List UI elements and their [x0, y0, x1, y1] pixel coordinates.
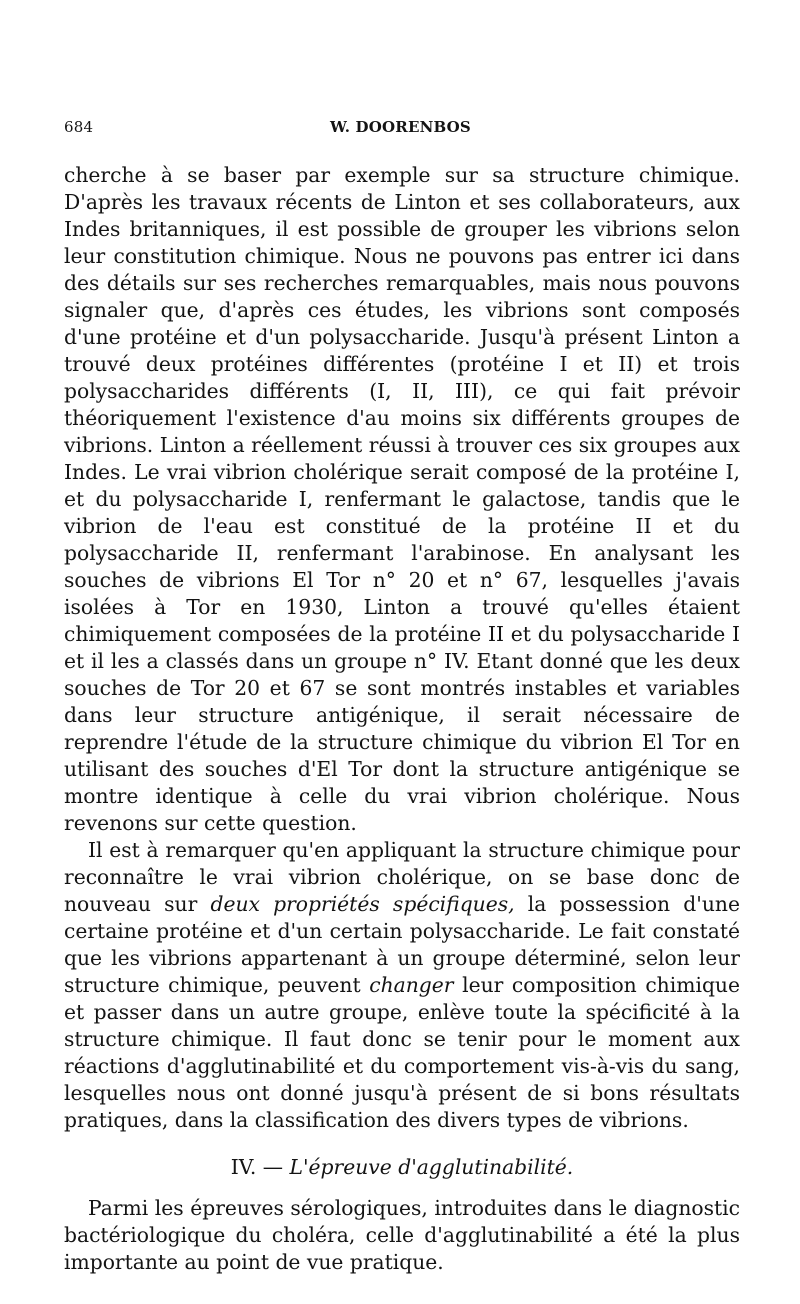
- paragraph-2-part-2: la possession d'une certaine protéine et d'un certain polysaccharide. Le fait constaté que les vibrions appartenant à un groupe déterminé, selon leur structure chimique, peuvent: [64, 892, 740, 997]
- paragraph-2: [64, 837, 740, 1134]
- paragraph-2-italic-1: deux propriétés spécifiques,: [210, 892, 515, 916]
- paragraph-2-part-1: Il est à remarquer qu'en appliquant la structure chimique pour reconnaître le vrai vibrion cholérique, on se base donc de nouveau sur: [64, 838, 740, 916]
- page-header: [64, 118, 740, 148]
- paragraph-2-part-3: leur composition chimique et passer dans un autre groupe, enlève toute la spécificité à la structure chimique. Il faut donc se tenir pour le moment aux réactions d'agglutinabilité et du comportement vis-à-vis du sang, lesquelles nous ont donné jusqu'à présent de si bons résultats pratiques, dans la classification des divers types de vibrions.: [64, 973, 740, 1132]
- section-heading: [64, 1154, 740, 1181]
- page: [64, 118, 740, 1276]
- running-head: W. DOORENBOS: [330, 118, 471, 136]
- section-number: IV. —: [230, 1155, 290, 1179]
- body-text: [64, 162, 740, 1276]
- section-title: L'épreuve d'agglutinabilité.: [289, 1155, 574, 1179]
- paragraph-2-italic-2: changer: [369, 973, 454, 997]
- paragraph-3: Parmi les épreuves sérologiques, introduites dans le diagnostic bactériologique du choléra, celle d'agglutinabilité a été la plus importante au point de vue pratique.: [64, 1196, 740, 1274]
- paragraph-1: cherche à se baser par exemple sur sa structure chimique. D'après les travaux récents de Linton et ses collaborateurs, aux Indes britanniques, il est possible de grouper les vibrions selon leur constitution chimique. Nous ne pouvons pas entrer ici dans des détails sur ses recherches remarquables, mais nous pouvons signaler que, d'après ces études, les vibrions sont composés d'une protéine et d'un polysaccharide. Jusqu'à présent Linton a trouvé deux protéines différentes (protéine I et II) et trois polysaccharides différents (I, II, III), ce qui fait prévoir théoriquement l'existence d'au moins six différents groupes de vibrions. Linton a réellement réussi à trouver ces six groupes aux Indes. Le vrai vibrion cholérique serait composé de la protéine I, et du polysaccharide I, renfermant le galactose, tandis que le vibrion de l'eau est constitué de la protéine II et du polysaccharide II, renfermant l'arabinose. En analysant les souches de vibrions El Tor n° 20 et n° 67, lesquelles j'avais isolées à Tor en 1930, Linton a trouvé qu'elles étaient chimiquement composées de la protéine II et du polysaccharide I et il les a classés dans un groupe n° IV. Etant donné que les deux souches de Tor 20 et 67 se sont montrés instables et variables dans leur structure antigénique, il serait nécessaire de reprendre l'étude de la structure chimique du vibrion El Tor en utilisant des souches d'El Tor dont la structure antigénique se montre identique à celle du vrai vibrion cholérique. Nous revenons sur cette question.: [64, 163, 740, 835]
- page-number: 684: [64, 118, 94, 136]
